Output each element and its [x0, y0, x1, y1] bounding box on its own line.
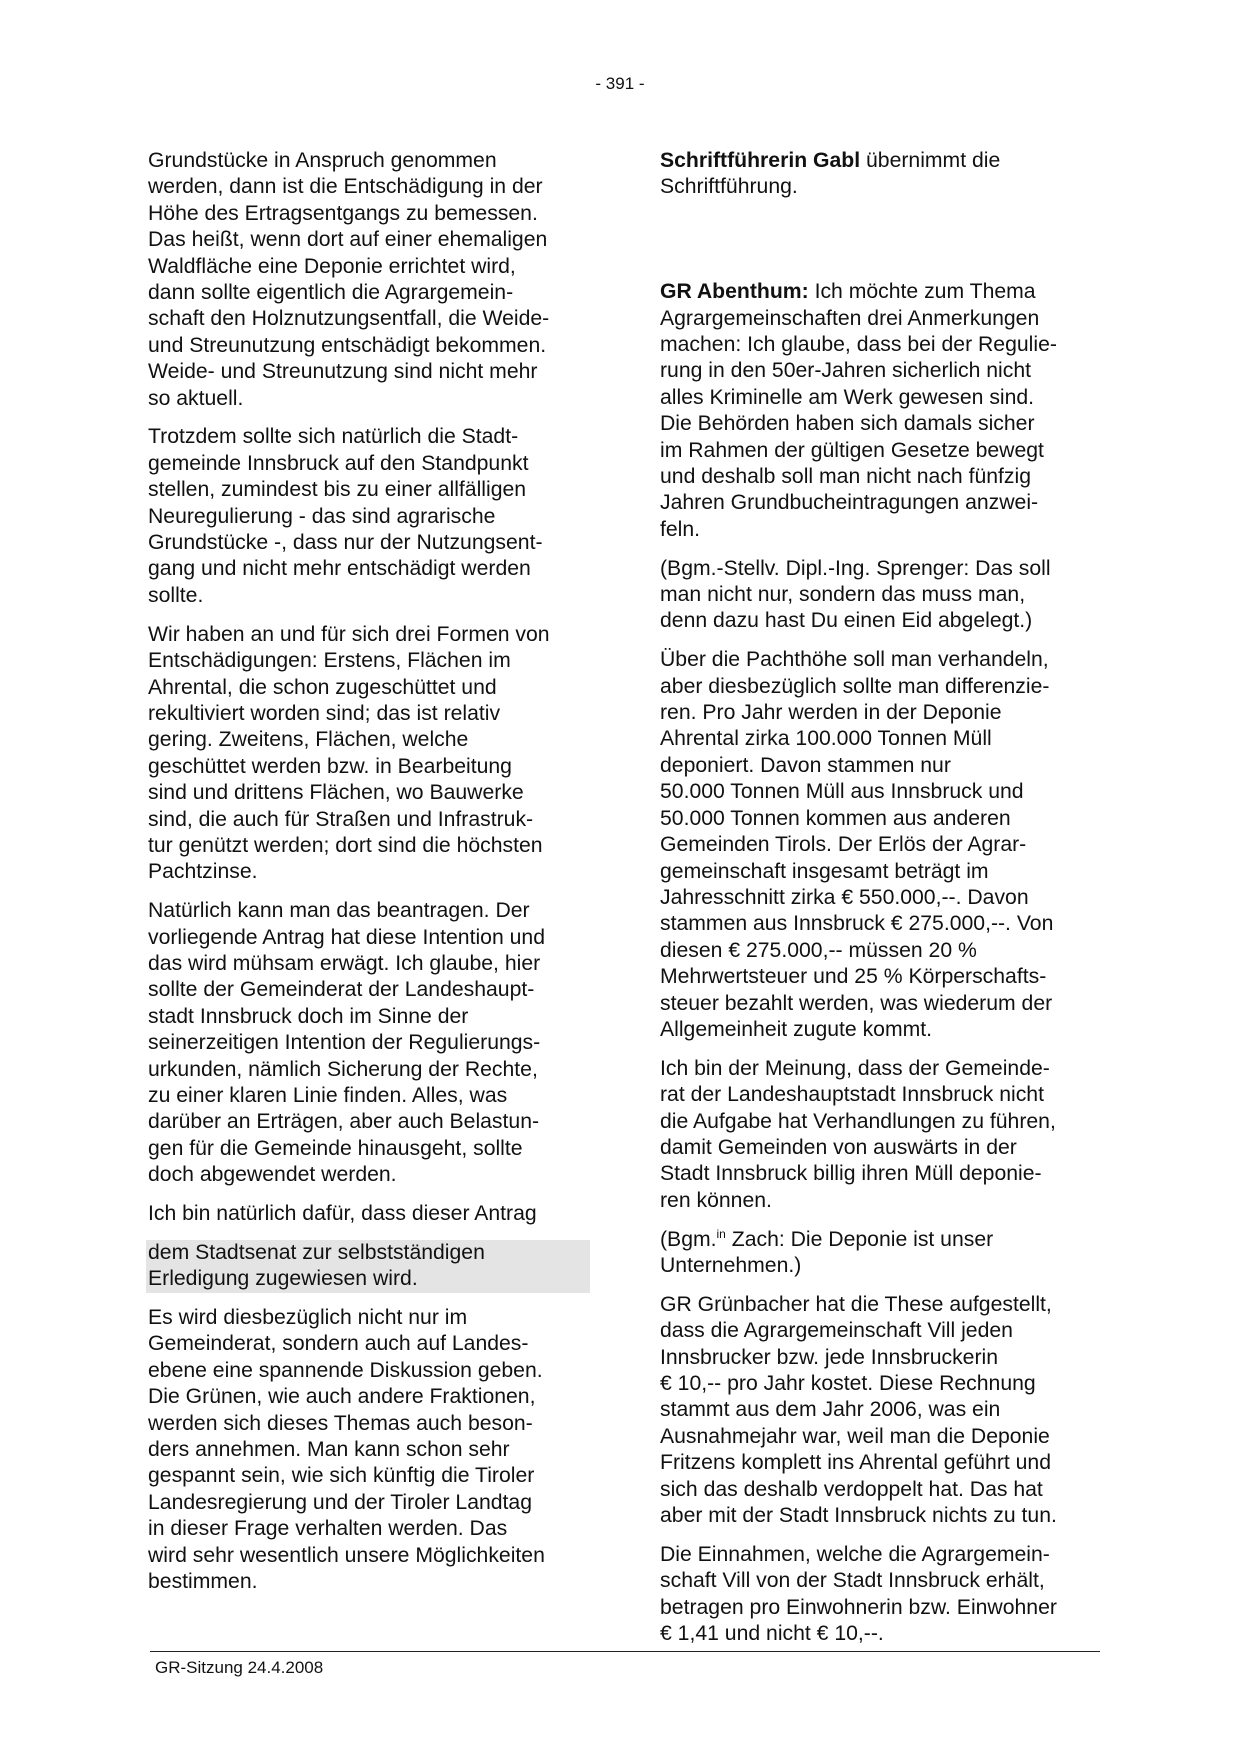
paragraph: Ich bin natürlich dafür, dass dieser Antrag: [148, 1202, 537, 1225]
paragraph: [660, 279, 1106, 543]
paragraph: Es wird diesbezüglich nicht nur im Gemeinderat, sondern auch auf Landes- ebene eine spannende Diskussion geben. Die Grünen, wie auch andere Fraktionen, werden sich dieses Themas auch beson- ders annehmen. Man kann schon sehr gespannt sein, wie sich künftig die Tiroler Landesregierung und der Tiroler Landtag in dieser Frage verhalten werden. Das wird sehr wesentlich unsere Möglichkeiten bestimmen.: [148, 1306, 545, 1594]
page-number: - 391 -: [595, 74, 645, 93]
paragraph: Die Einnahmen, welche die Agrargemein- schaft Vill von der Stadt Innsbruck erhält, betragen pro Einwohnerin bzw. Einwohner € 1,41 und nicht € 10,--.: [660, 1542, 1057, 1646]
paragraph-text: übernimmt die Schriftführung.: [660, 149, 1001, 199]
paragraph: [660, 148, 1106, 201]
speaker-name: GR Abenthum:: [660, 280, 809, 304]
paragraph: Wir haben an und für sich drei Formen von Entschädigungen: Erstens, Flächen im Ahrental, die schon zugeschüttet und rekultiviert worden sind; das ist relativ gering. Zweitens, Flächen, welche geschüttet werden bzw. in Bearbeitung sind und drittens Flächen, wo Bauwerke sind, die auch für Straßen und Infrastruk- tur genützt werden; dort sind die höchsten Pachtzinse.: [148, 622, 550, 884]
footer-text: GR-Sitzung 24.4.2008: [155, 1658, 324, 1677]
left-column: [148, 148, 596, 1608]
paragraph: Natürlich kann man das beantragen. Der vorliegende Antrag hat diese Intention und das wird mühsam erwägt. Ich glaube, hier sollte der Gemeinderat der Landeshaupt- stadt Innsbruck doch im Sinne der seinerzeitigen Intention der Regulierungs- urkunden, nämlich Sicherung der Rechte, zu einer klaren Linie finden. Alles, was darüber an Erträgen, aber auch Belastun- gen für die Gemeinde hinausgeht, sollte doch abgewendet werden.: [148, 899, 545, 1187]
paragraph: (Bgm.-Stellv. Dipl.-Ing. Sprenger: Das soll man nicht nur, sondern das muss man, denn dazu hast Du einen Eid abgelegt.): [660, 556, 1051, 633]
superscript: in: [716, 1226, 726, 1241]
speaker-name: Schriftführerin Gabl: [660, 149, 861, 172]
paragraph-text: Ich möchte zum Thema Agrargemeinschaften drei Anmerkungen machen: Ich glaube, dass bei der Regulie- rung in den 50er-Jahren sicherlich nicht alles Kriminelle am Werk gewesen sind. Die Behörden haben sich damals sicher im Rahmen der gültigen Gesetze bewegt und deshalb soll man nicht nach fünfzig Jahren Grundbucheintragungen anzwei- feln.: [660, 280, 1057, 541]
paragraph: Trotzdem sollte sich natürlich die Stadt- gemeinde Innsbruck auf den Standpunkt stellen, zumindest bis zu einer allfälligen Neuregulierung - das sind agrarische Grundstücke -, dass nur der Nutzungsent- gang und nicht mehr entschädigt werden sollte.: [148, 425, 543, 607]
right-column: [660, 148, 1106, 1660]
footer-divider: [150, 1651, 1100, 1652]
paragraph-text: Zach: Die Deponie ist unser Unternehmen.): [660, 1227, 994, 1277]
paragraph: Ich bin der Meinung, dass der Gemeinde- rat der Landeshauptstadt Innsbruck nicht die Aufgabe hat Verhandlungen zu führen, damit Gemeinden von auswärts in der Stadt Innsbruck billig ihren Müll deponie- ren können.: [660, 1056, 1056, 1212]
paragraph-text: (Bgm.: [660, 1227, 717, 1251]
paragraph-gap: [660, 213, 1106, 279]
paragraph: [660, 1227, 1106, 1280]
highlighted-motion-text: dem Stadtsenat zur selbstständigen Erledigung zugewiesen wird.: [146, 1240, 590, 1293]
paragraph: GR Grünbacher hat die These aufgestellt, dass die Agrargemeinschaft Vill jeden Innsbrucker bzw. jede Innsbruckerin € 10,-- pro Jahr kostet. Diese Rechnung stammt aus dem Jahr 2006, was ein Ausnahmejahr war, weil man die Deponie Fritzens komplett ins Ahrental geführt und sich das deshalb verdoppelt hat. Das hat aber mit der Stadt Innsbruck nichts zu tun.: [660, 1292, 1057, 1528]
paragraph: Grundstücke in Anspruch genommen werden, dann ist die Entschädigung in der Höhe des Ertragsentgangs zu bemessen. Das heißt, wenn dort auf einer ehemaligen Waldfläche eine Deponie errichtet wird, dann sollte eigentlich die Agrargemein- schaft den Holznutzungsentfall, die Weide- und Streunutzung entschädigt bekommen. Weide- und Streunutzung sind nicht mehr so aktuell.: [148, 149, 550, 410]
paragraph: Über die Pachthöhe soll man verhandeln, aber diesbezüglich sollte man differenzie- ren. Pro Jahr werden in der Deponie Ahrental zirka 100.000 Tonnen Müll deponiert. Davon stammen nur 50.000 Tonnen Müll aus Innsbruck und 50.000 Tonnen kommen aus anderen Gemeinden Tirols. Der Erlös der Agrar- gemeinschaft insgesamt beträgt im Jahresschnitt zirka € 550.000,--. Davon stammen aus Innsbruck € 275.000,--. Von diesen € 275.000,-- müssen 20 % Mehrwertsteuer und 25 % Körperschafts- steuer bezahlt werden, was wiederum der Allgemeinheit zugute kommt.: [660, 648, 1054, 1041]
